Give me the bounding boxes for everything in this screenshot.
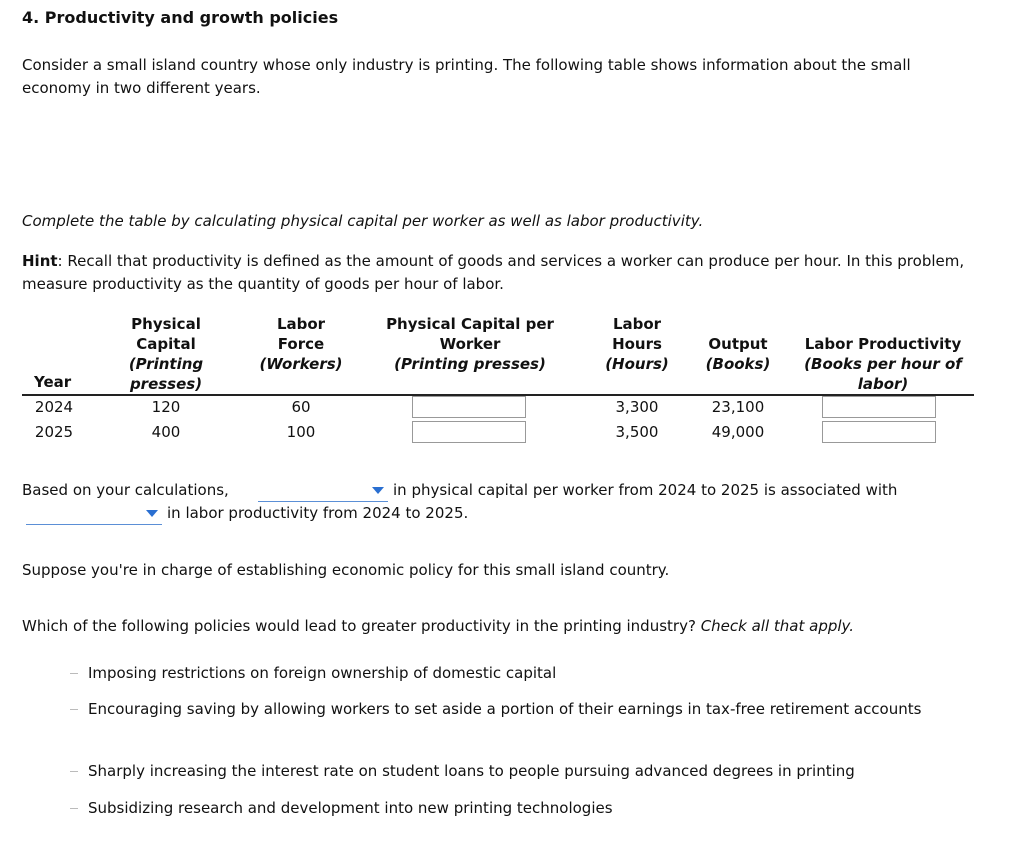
header-labor-hours-name: Labor Hours (612, 315, 662, 353)
header-labor-hours (596, 314, 678, 374)
header-output-unit: (Books) (705, 355, 771, 373)
header-labor-force (250, 314, 352, 374)
suppose-text: Suppose you're in charge of establishing economic policy for this small island country. (22, 561, 670, 579)
header-physical-capital-name: Physical Capital (131, 315, 201, 353)
checkbox-icon[interactable] (70, 771, 78, 772)
cell-hours-2025: 3,500 (615, 423, 659, 441)
cell-year-2024: 2024 (34, 398, 74, 416)
hint-paragraph (22, 250, 972, 296)
chevron-down-icon (146, 510, 158, 517)
capital-change-dropdown[interactable] (258, 480, 388, 502)
cell-labor-2025: 100 (286, 423, 316, 441)
instruction-text: Complete the table by calculating physical capital per worker as well as labor productivity. (22, 212, 704, 230)
intro-paragraph: Consider a small island country whose only industry is printing. The following table shows information about the small economy in two different years. (22, 56, 911, 97)
header-capital-per-worker-unit: (Printing presses) (394, 355, 546, 373)
header-physical-capital-unit: (Printing presses) (128, 355, 204, 393)
cell-year-2025: 2025 (34, 423, 74, 441)
policy-option-label: Encouraging saving by allowing workers to set aside a portion of their earnings in tax-free retirement accounts (88, 700, 922, 718)
sentence-part1: Based on your calculations, (22, 481, 229, 499)
checkbox-icon[interactable] (70, 808, 78, 809)
problem-title: 4. Productivity and growth policies (22, 8, 339, 27)
productivity-change-dropdown[interactable] (26, 503, 162, 525)
hint-text: : Recall that productivity is defined as the amount of goods and services a worker can produce per hour. In this problem, measure productivity as the quantity of goods per hour of labor. (22, 252, 965, 293)
question-text (22, 615, 972, 638)
header-labor-force-name: Labor Force (276, 315, 326, 353)
header-labor-force-unit: (Workers) (259, 355, 343, 373)
cell-labor-2024: 60 (291, 398, 311, 416)
cell-hours-2024: 3,300 (615, 398, 659, 416)
cell-capital-2025: 400 (151, 423, 181, 441)
header-output (698, 334, 778, 374)
checkbox-icon[interactable] (70, 673, 78, 674)
header-capital-per-worker-name: Physical Capital per Worker (386, 315, 554, 353)
cell-output-2025: 49,000 (711, 423, 765, 441)
header-labor-productivity-name: Labor Productivity (804, 335, 962, 353)
header-labor-productivity-unit: (Books per hour of labor) (804, 355, 962, 393)
capital-per-worker-input-2025[interactable] (412, 421, 526, 443)
sentence-part2: in physical capital per worker from 2024 to 2025 is associated with (393, 481, 898, 499)
policy-option-label: Imposing restrictions on foreign ownership of domestic capital (88, 664, 557, 682)
policy-option-label: Subsidizing research and development into new printing technologies (88, 799, 613, 817)
question-main: Which of the following policies would lead to greater productivity in the printing industry? (22, 617, 696, 635)
checkbox-icon[interactable] (70, 709, 78, 710)
sentence-part3: in labor productivity from 2024 to 2025. (167, 504, 469, 522)
labor-productivity-input-2025[interactable] (822, 421, 936, 443)
labor-productivity-input-2024[interactable] (822, 396, 936, 418)
header-capital-per-worker (374, 314, 566, 374)
capital-per-worker-input-2024[interactable] (412, 396, 526, 418)
question-instruction: Check all that apply. (700, 617, 855, 635)
chevron-down-icon (372, 487, 384, 494)
header-labor-hours-unit: (Hours) (605, 355, 669, 373)
header-physical-capital (118, 314, 214, 394)
policy-option-label: Sharply increasing the interest rate on student loans to people pursuing advanced degrees in printing (88, 762, 855, 780)
header-output-name: Output (708, 335, 768, 353)
hint-label: Hint (22, 252, 58, 270)
header-year: Year (34, 373, 72, 391)
cell-output-2024: 23,100 (711, 398, 765, 416)
header-labor-productivity (792, 334, 974, 394)
cell-capital-2024: 120 (151, 398, 181, 416)
